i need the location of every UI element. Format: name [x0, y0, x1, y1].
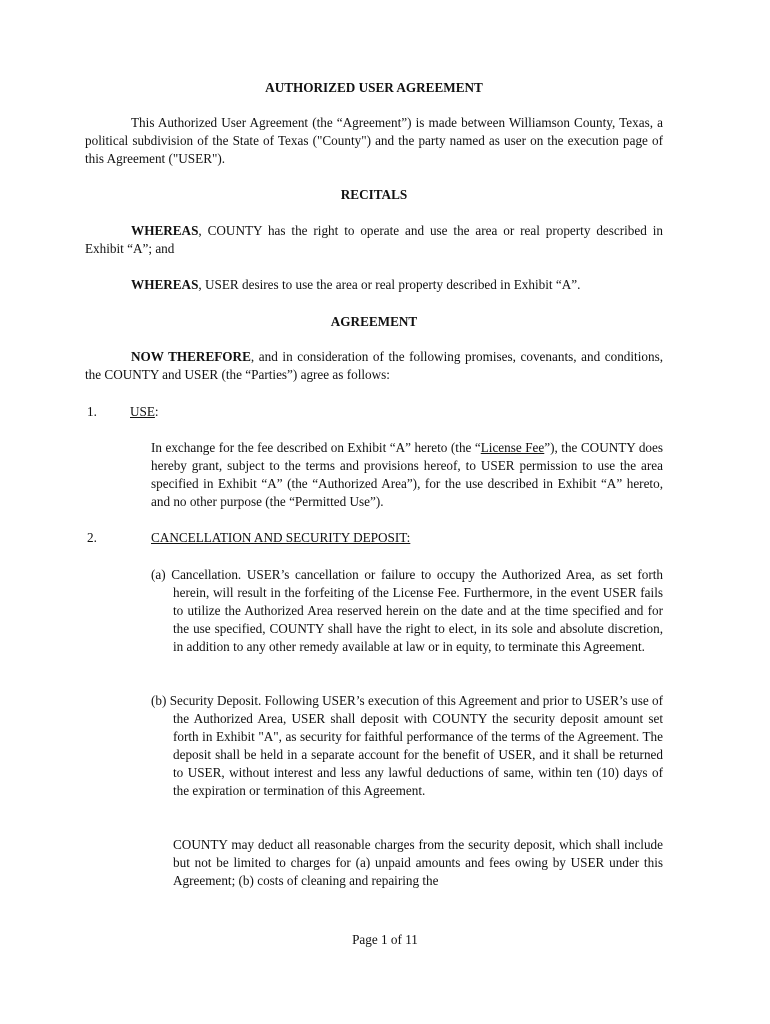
- intro-paragraph: This Authorized User Agreement (the “Agreement”) is made between Williamson County, Texas, a political subdivision of the State of Texas ("County") and the party named as user on the execution page of this Agreement ("USER").: [85, 115, 663, 166]
- recital-1-text: , COUNTY has the right to operate and use the area or real property described in Exhibit “A”; and: [85, 223, 663, 256]
- section-1-paragraph: [151, 439, 663, 511]
- section-2-item-b-continued: COUNTY may deduct all reasonable charges from the security deposit, which shall include but not be limited to charges for (a) unpaid amounts and fees owing by USER under this Agreement; (b) costs of cleaning and repairing the: [173, 837, 663, 888]
- license-fee-term: License Fee: [480, 440, 545, 455]
- recital-1-lead: WHEREAS: [131, 223, 199, 238]
- now-therefore-text: , and in consideration of the following promises, covenants, and conditions, the COUNTY and USER (the “Parties”) agree as follows:: [85, 349, 663, 382]
- section-2-item-b: (b) Security Deposit. Following USER’s execution of this Agreement and prior to USER’s use of the Authorized Area, USER shall deposit with COUNTY the security deposit amount set forth in Exhibit "A", as security for faithful performance of the terms of the Agreement. The deposit shall be held in a separate account for the benefit of USER, and it shall be returned to USER, without interest and less any lawful deductions of same, within ten (10) days of the expiration or termination of this Agreement.: [151, 693, 663, 798]
- now-therefore-paragraph: [85, 348, 663, 384]
- section-1-text-b: ”), the COUNTY does hereby grant, subject to the terms and provisions hereof, to USER permission to use the area specified in Exhibit “A” (the “Authorized Area”), for the use described in Exhibit “A” hereto, and no other purpose (the “Permitted Use”).: [151, 440, 663, 509]
- page-footer: Page 1 of 11: [352, 932, 418, 947]
- section-2-number: 2.: [87, 530, 97, 545]
- document-title: AUTHORIZED USER AGREEMENT: [265, 80, 483, 95]
- section-1-text-a: In exchange for the fee described on Exhibit “A” hereto (the “: [151, 440, 481, 455]
- section-2-heading: [151, 529, 410, 547]
- section-1-colon: :: [154, 404, 159, 419]
- recital-1: [85, 222, 663, 258]
- section-1-title: USE: [130, 404, 155, 419]
- section-2-item-a: (a) Cancellation. USER’s cancellation or failure to occupy the Authorized Area, as set forth herein, will result in the forfeiting of the License Fee. Furthermore, in the event USER fails to utilize the Authorized Area reserved herein on the date and at the time specified and for the use specified, COUNTY shall have the right to elect, in its sole and absolute discretion, in addition to any other remedy available at law or in equity, to terminate this Agreement.: [151, 567, 663, 654]
- now-therefore-lead: NOW THEREFORE: [131, 349, 251, 364]
- section-2-title: CANCELLATION AND SECURITY DEPOSIT:: [151, 530, 411, 545]
- section-1-number: 1.: [87, 404, 97, 419]
- recital-2-text: , USER desires to use the area or real property described in Exhibit “A”.: [198, 277, 581, 292]
- agreement-heading: AGREEMENT: [330, 314, 418, 329]
- recitals-heading: RECITALS: [340, 187, 408, 202]
- recital-2-lead: WHEREAS: [131, 277, 199, 292]
- section-1-heading: [130, 403, 159, 421]
- recital-2: [85, 276, 663, 294]
